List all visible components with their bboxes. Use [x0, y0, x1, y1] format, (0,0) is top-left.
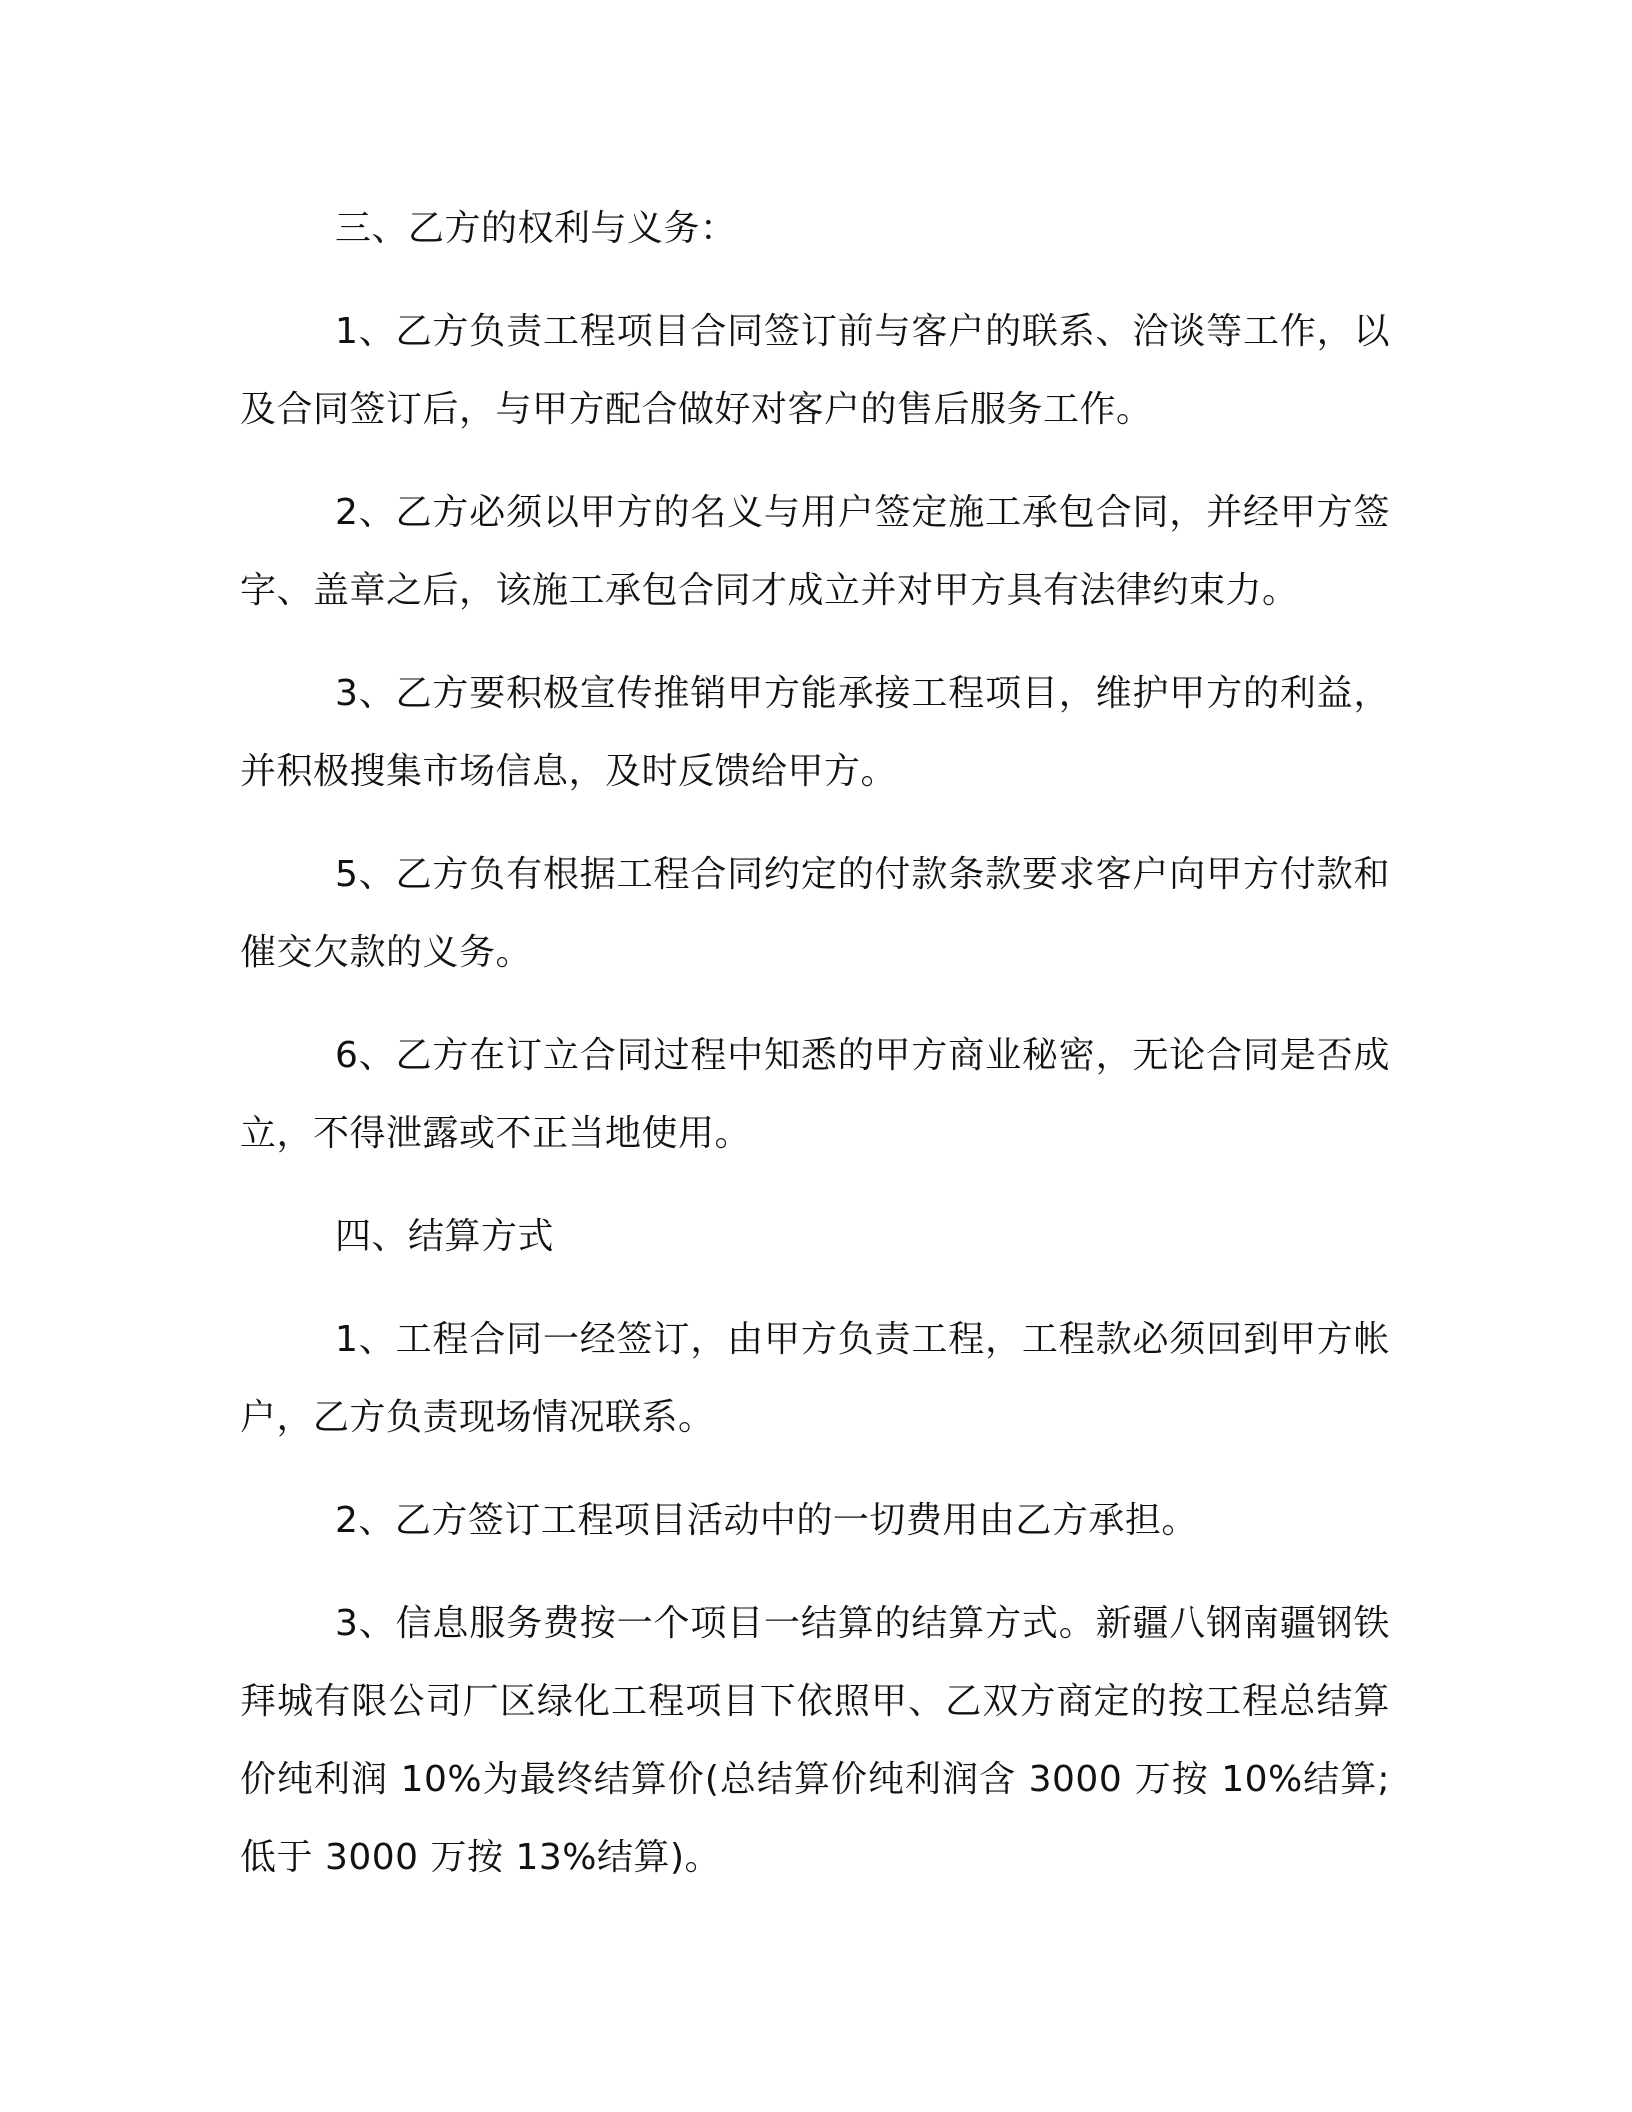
clause-3-6: 6、乙方在订立合同过程中知悉的甲方商业秘密，无论合同是否成立，不得泄露或不正当地使用。: [240, 1035, 1390, 1154]
clause-3-5: 5、乙方负有根据工程合同约定的付款条款要求客户向甲方付款和催交欠款的义务。: [240, 854, 1390, 973]
clause-4-1: 1、工程合同一经签订，由甲方负责工程，工程款必须回到甲方帐户，乙方负责现场情况联系。: [240, 1319, 1390, 1438]
section-heading-settlement: 四、结算方式: [335, 1216, 555, 1257]
clause-3-3: 3、乙方要积极宣传推销甲方能承接工程项目，维护甲方的利益，并积极搜集市场信息，及时反馈给甲方。: [240, 673, 1390, 792]
document-body: [240, 190, 1390, 1922]
clause-4-3: 3、信息服务费按一个项目一结算的结算方式。新疆八钢南疆钢铁拜城有限公司厂区绿化工程项目下依照甲、乙双方商定的按工程总结算价纯利润 10%为最终结算价(总结算价纯利润含 3000 万按 10%结算;低于 3000 万按 13%结算)。: [240, 1603, 1390, 1878]
clause-3-2: 2、乙方必须以甲方的名义与用户签定施工承包合同，并经甲方签字、盖章之后，该施工承包合同才成立并对甲方具有法律约束力。: [240, 492, 1390, 611]
section-heading-rights-obligations: 三、乙方的权利与义务：: [335, 208, 737, 249]
clause-3-1: 1、乙方负责工程项目合同签订前与客户的联系、洽谈等工作，以及合同签订后，与甲方配合做好对客户的售后服务工作。: [240, 311, 1390, 430]
clause-4-2: 2、乙方签订工程项目活动中的一切费用由乙方承担。: [335, 1500, 1198, 1541]
